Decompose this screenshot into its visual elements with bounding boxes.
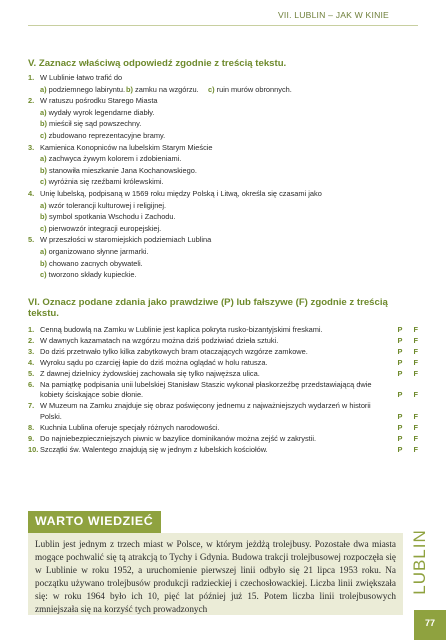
tf-item [28, 369, 420, 380]
tf-item [28, 434, 420, 445]
answer-option[interactable]: b) stanowiła mieszkanie Jana Kochanowskiego. [40, 165, 197, 175]
f-option[interactable]: F [413, 412, 418, 422]
item-number: 6. [28, 379, 35, 389]
item-number: 8. [28, 423, 35, 433]
f-option[interactable]: F [413, 444, 418, 454]
pf-options [387, 347, 418, 358]
item-number: 2. [28, 335, 35, 345]
answer-option[interactable]: b) chowano zacnych obywateli. [40, 258, 143, 268]
pf-options [387, 390, 418, 401]
p-option[interactable]: P [397, 444, 403, 454]
exercise-5 [28, 58, 420, 281]
f-option[interactable]: F [413, 390, 418, 400]
f-option[interactable]: F [413, 423, 418, 433]
info-box-text: Lublin jest jednym z trzech miast w Polsce, w którym jeżdżą trolejbusy. Pozostałe dwa miasta mogące pochwalić się tą atrakcją to Tychy i Gdynia. Budowa trakcji trolejbusowej rozpoczęła się w Lublinie w roku 1952, a uruchomienie pierwszej linii odbyło się 21 lipca 1953 roku. Na początku używano trolejbusów produkcji radzieckiej i czechosłowackiej. Liczba linii zwiększała się: w roku 1964 było ich 10, pięć lat później już 15. Potem liczba linii trolejbusowych zmniejszała się na korzyść tych prowadzonych [35, 539, 396, 615]
question [28, 72, 420, 84]
item-text: Na pamiątkę podpisania unii lubelskiej Stanisław Staszic wykonał płaskorzeźbę przedstawiającą dwie kobiety ściskające sobie dłonie. [40, 379, 372, 400]
item-text: Do dziś przetrwało tylko kilka zabytkowych bram otaczających wzgórze zamkowe. [40, 346, 308, 356]
pf-options [387, 369, 418, 380]
item-text: W dawnych kazamatach na wzgórzu można dziś podziwiać dzieła sztuki. [40, 335, 279, 345]
tf-item [28, 401, 420, 423]
question [28, 188, 420, 200]
tf-item [28, 347, 420, 358]
tf-item [28, 358, 420, 369]
answer-option[interactable]: c) tworzono składy kupieckie. [40, 270, 137, 280]
tf-item [28, 336, 420, 347]
p-option[interactable]: P [397, 412, 403, 422]
question [28, 234, 420, 246]
item-number: 4. [28, 357, 35, 367]
side-label [408, 512, 432, 612]
item-text: Wyroku sądu po czarcięj łapie do dziś można oglądać w holu ratusza. [40, 357, 268, 367]
info-box [28, 533, 403, 615]
answer-option[interactable]: a) wzór tolerancji kulturowej i religijnej. [40, 200, 167, 210]
pf-options [387, 358, 418, 369]
question-text: W Lublinie łatwo trafić do [40, 73, 123, 82]
question-number: 4. [28, 188, 35, 198]
question-number: 3. [28, 142, 35, 152]
warto-wiedziec-text: WARTO WIEDZIEĆ [35, 514, 154, 528]
exercise-6 [28, 297, 420, 456]
pf-options [387, 445, 418, 456]
question-text: Unię lubelską, podpisaną w 1569 roku między Polską i Litwą, określa się czasami jako [40, 188, 322, 198]
answer-row [28, 84, 420, 96]
tf-item [28, 325, 420, 336]
question-text: W ratuszu pośrodku Starego Miasta [40, 96, 158, 106]
p-option[interactable]: P [397, 423, 403, 433]
pf-options [387, 336, 418, 347]
pf-options [387, 412, 418, 423]
item-text: Kuchnia Lublina oferuje specjały różnych narodowości. [40, 423, 220, 433]
question-text: Kamienica Konopniców na lubelskim Starym Mieście [40, 142, 213, 152]
p-option[interactable]: P [397, 325, 403, 334]
f-option[interactable]: F [413, 368, 418, 378]
answer-option[interactable]: a) wydały wyrok legendarne diabły. [40, 107, 155, 117]
answer-option[interactable]: a) podziemnego labiryntu. [40, 84, 126, 94]
item-number: 3. [28, 346, 35, 356]
running-header: VII. LUBLIN – JAK W KINIE [277, 10, 389, 20]
answer-option[interactable]: c) wyróżnia się rzeźbami królewskimi. [40, 177, 164, 187]
p-option[interactable]: P [397, 346, 403, 356]
p-option[interactable]: P [397, 390, 403, 400]
pf-options [387, 434, 418, 445]
p-option[interactable]: P [397, 434, 403, 444]
item-text: Z dawnej dzielnicy żydowskiej zachowała się tylko najwęższa ulica. [40, 368, 260, 378]
f-option[interactable]: F [413, 335, 418, 345]
f-option[interactable]: F [413, 357, 418, 367]
question-number: 1. [28, 73, 35, 82]
item-number: 5. [28, 368, 35, 378]
question-number: 5. [28, 235, 35, 245]
exercise-6-title: VI. Oznacz podane zdania jako prawdziwe (P) lub fałszywe (F) zgodnie z treścią tekstu. [28, 297, 388, 319]
answer-option[interactable]: a) organizowano słynne jarmarki. [40, 246, 149, 256]
header-rule [28, 25, 418, 26]
pf-options [387, 325, 418, 336]
item-text: Cenną budowlą na Zamku w Lublinie jest kaplica pokryta rusko-bizantyjskimi freskami. [40, 325, 323, 334]
warto-wiedziec-label [28, 511, 161, 533]
item-text: Do najniebezpieczniejszych piwnic w bazylice dominikanów można zejść w zakrystii. [40, 434, 317, 444]
item-number: 7. [28, 401, 35, 411]
item-text: W Muzeum na Zamku znajduje się obraz poświęcony jednemu z najważniejszych wydarzeń w historii Polski. [40, 401, 371, 422]
item-text: Szczątki św. Walentego znajdują się w jednym z lubelskich kościołów. [40, 444, 268, 454]
item-number: 9. [28, 434, 35, 444]
question [28, 95, 420, 107]
answer-option[interactable]: c) pierwowzór integracji europejskiej. [40, 223, 162, 233]
exercise-5-title: V. Zaznacz właściwą odpowiedź zgodnie z treścią tekstu. [28, 58, 287, 69]
page-number: 77 [424, 618, 435, 628]
answer-option[interactable]: c) zbudowano reprezentacyjne bramy. [40, 130, 166, 140]
f-option[interactable]: F [413, 325, 418, 334]
answer-option[interactable]: a) zachwyca żywym kolorem i zdobieniami. [40, 154, 182, 164]
p-option[interactable]: P [397, 335, 403, 345]
answer-option[interactable]: c) ruin murów obronnych. [208, 84, 292, 94]
tf-item [28, 423, 420, 434]
question-number: 2. [28, 96, 35, 106]
f-option[interactable]: F [413, 434, 418, 444]
answer-option[interactable]: b) zamku na wzgórzu. [126, 84, 199, 94]
item-number: 1. [28, 325, 35, 334]
p-option[interactable]: P [397, 357, 403, 367]
item-number: 10. [28, 444, 39, 454]
side-label-text: LUBLIN [410, 529, 429, 595]
question-text: W przeszłości w staromiejskich podziemiach Lublina [40, 235, 212, 245]
f-option[interactable]: F [413, 346, 418, 356]
tf-item [28, 380, 420, 402]
pf-options [387, 423, 418, 434]
question [28, 142, 420, 154]
tf-item [28, 445, 420, 456]
p-option[interactable]: P [397, 368, 403, 378]
answer-option[interactable]: b) symbol spotkania Wschodu i Zachodu. [40, 212, 176, 222]
answer-option[interactable]: b) mieścił się sąd powszechny. [40, 119, 142, 129]
page-number-box [414, 610, 446, 640]
